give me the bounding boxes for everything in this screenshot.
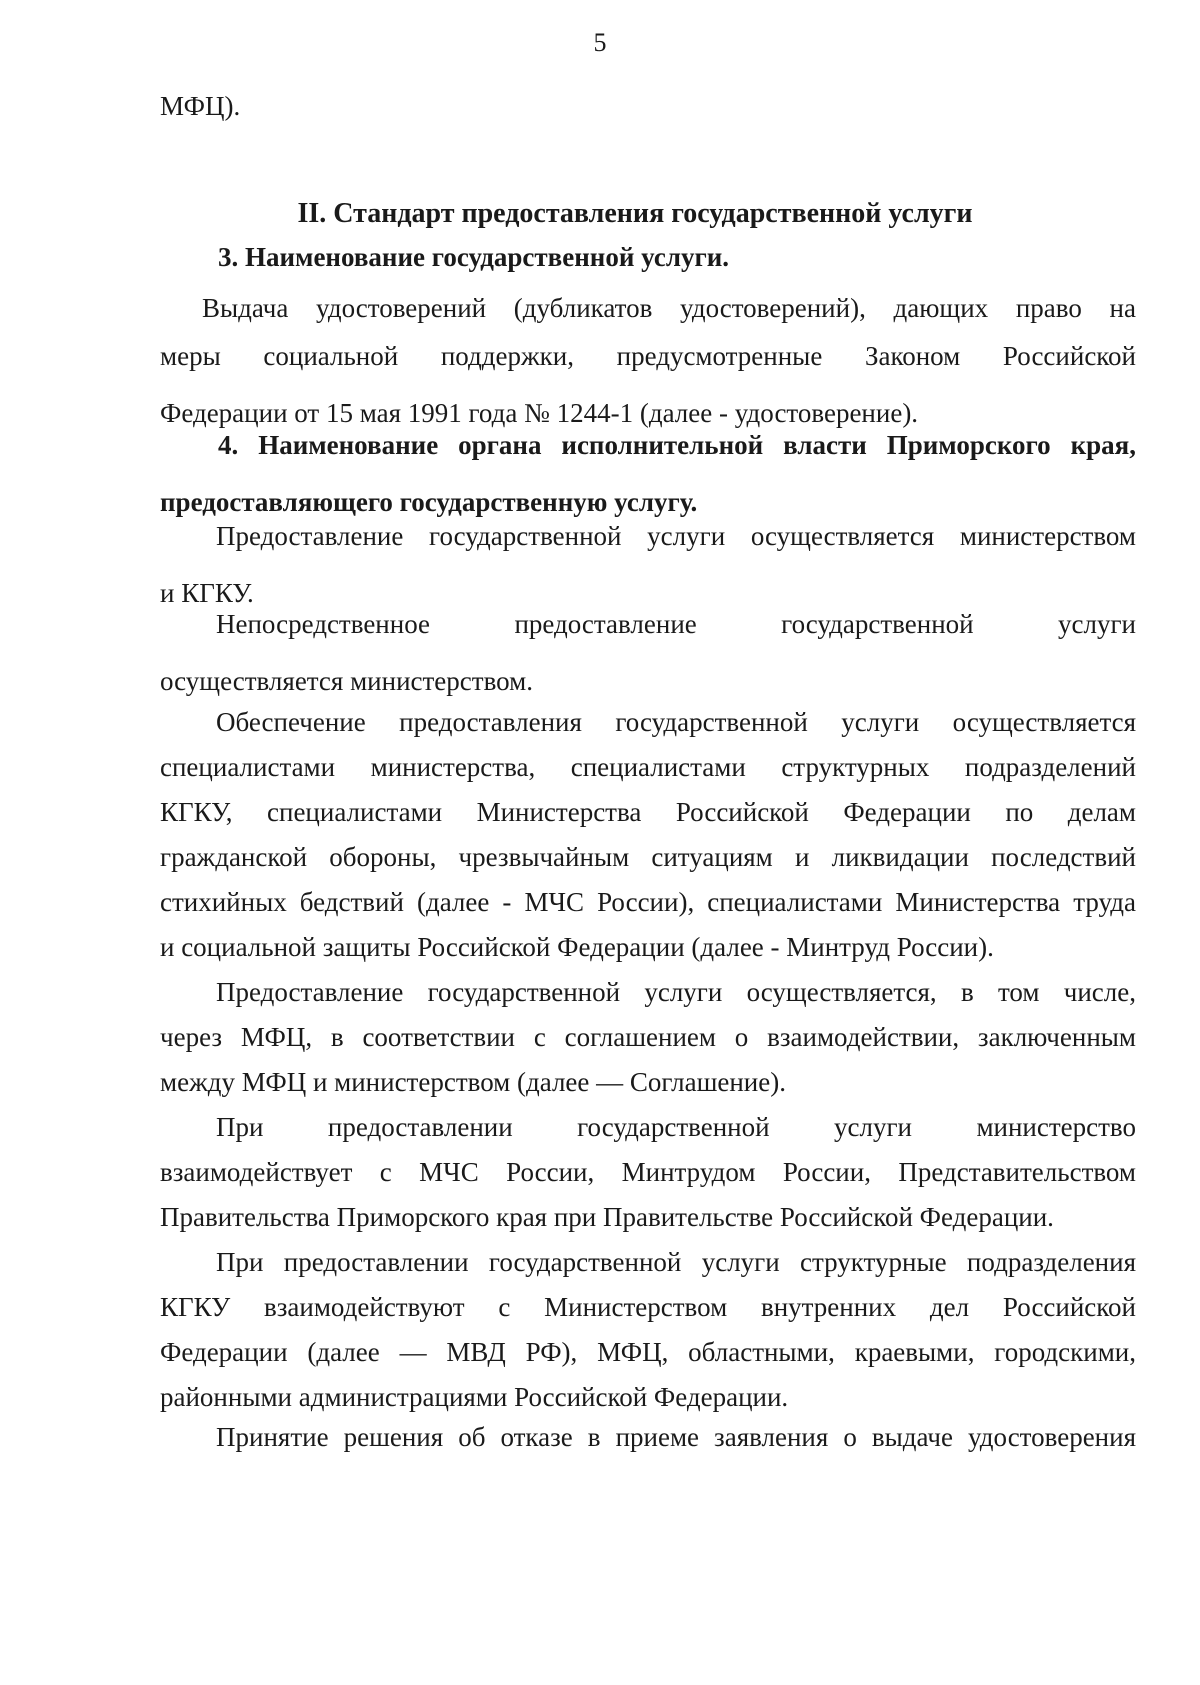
text-line: и КГКУ. <box>160 578 254 608</box>
text-line: Правительства Приморского края при Правительстве Российской Федерации. <box>160 1202 1054 1232</box>
item4-heading <box>160 430 1136 526</box>
text-line: Предоставление государственной услуги осуществляется министерством <box>216 521 1136 551</box>
heading-line: 3. Наименование государственной услуги. <box>218 242 730 272</box>
text-line: осуществляется министерством. <box>160 666 533 696</box>
page-number: 5 <box>593 28 607 57</box>
text-line: специалистами министерства, специалистами структурных подразделений <box>160 752 1136 782</box>
paragraph-3 <box>160 700 1136 970</box>
text-line: гражданской обороны, чрезвычайным ситуациям и ликвидации последствий <box>160 842 1136 872</box>
paragraph-2 <box>160 609 1136 705</box>
heading-line: 4. Наименование органа исполнительной власти Приморского края, <box>218 430 1136 460</box>
text-line: При предоставлении государственной услуги министерство <box>216 1112 1136 1142</box>
paragraph-5 <box>160 1105 1136 1240</box>
section-heading: II. Стандарт предоставления государственной услуги <box>297 198 973 229</box>
text-line: Предоставление государственной услуги осуществляется, в том числе, <box>216 977 1136 1007</box>
text-line: взаимодействует с МЧС России, Минтрудом России, Представительством <box>160 1157 1136 1187</box>
continuation-text <box>160 82 1136 130</box>
text-line: стихийных бедствий (далее - МЧС России), специалистами Министерства труда <box>160 887 1136 917</box>
text-line: Федерации от 15 мая 1991 года № 1244-1 (далее - удостоверение). <box>160 398 919 428</box>
item3-heading <box>160 233 1136 281</box>
item3-paragraph <box>160 293 1136 437</box>
text-line: Непосредственное предоставление государственной услуги <box>216 609 1136 639</box>
text-line: КГКУ, специалистами Министерства Российской Федерации по делам <box>160 797 1136 827</box>
text-line: между МФЦ и министерством (далее — Соглашение). <box>160 1067 786 1097</box>
paragraph-1 <box>160 521 1136 617</box>
paragraph-7 <box>160 1415 1136 1460</box>
text-line: районными администрациями Российской Федерации. <box>160 1382 789 1412</box>
paragraph-4 <box>160 970 1136 1105</box>
paragraph-6 <box>160 1240 1136 1420</box>
text-line: При предоставлении государственной услуги структурные подразделения <box>216 1247 1136 1277</box>
text-line: и социальной защиты Российской Федерации (далее - Минтруд России). <box>160 932 994 962</box>
heading-line: предоставляющего государственную услугу. <box>160 487 698 517</box>
text-line: Обеспечение предоставления государственной услуги осуществляется <box>216 707 1136 737</box>
text-line: через МФЦ, в соответствии с соглашением о взаимодействии, заключенным <box>160 1022 1136 1052</box>
text-line: Принятие решения об отказе в приеме заявления о выдаче удостоверения <box>216 1422 1136 1452</box>
text-line: Федерации (далее — МВД РФ), МФЦ, областными, краевыми, городскими, <box>160 1337 1136 1367</box>
text-line: меры социальной поддержки, предусмотренные Законом Российской <box>160 341 1136 371</box>
text-line: МФЦ). <box>160 91 241 121</box>
text-line: Выдача удостоверений (дубликатов удостоверений), дающих право на <box>202 293 1136 323</box>
text-line: КГКУ взаимодействуют с Министерством внутренних дел Российской <box>160 1292 1136 1322</box>
